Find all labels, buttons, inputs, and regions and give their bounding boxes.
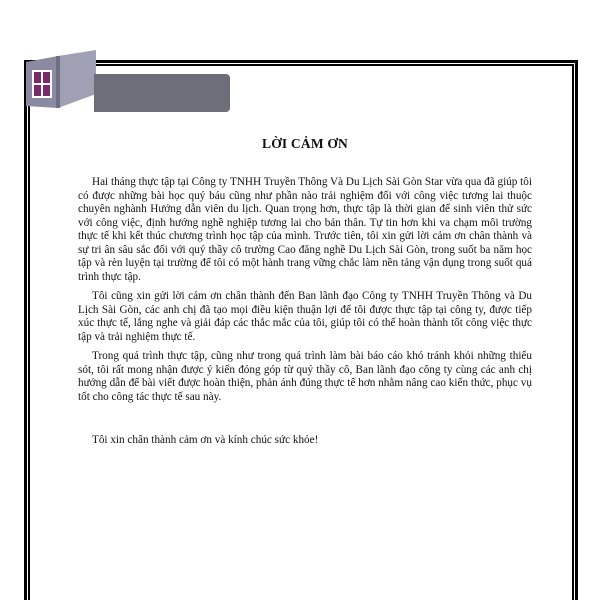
- paragraph: Hai tháng thực tập tại Công ty TNHH Truyền Thông Và Du Lịch Sài Gòn Star vừa qua đã giúp tôi có được những bài học quý báu cũng như phần nào trải nghiệm đối với công việc tương lai thuộc chuyên nghành Hướng dẫn viên du lịch. Quan trọng hơn, thực tập là thời gian để sinh viên thử sức với công việc, định hướng nghề nghiệp tương lai cho bản thân. Tự tin hơn khi va chạm môi trường thực tế khi kết thúc chương trình học tập của mình. Trước tiên, tôi xin gửi lời cảm ơn chân thành và sự tri ân sâu sắc đối với quý thầy cô trường Cao đăng nghề Du Lịch Sài Gòn, trong suốt ba năm học tập và rèn luyện tại trường để tôi có một hành trang vững chắc làm nền tảng vận dụng trong suốt quá trình thực tập.: [78, 176, 532, 283]
- watermark-logo: [22, 50, 212, 110]
- paragraph: Trong quá trình thực tập, cũng như trong quá trình làm bài báo cáo khó tránh khỏi những thiếu sót, tôi rất mong nhận được ý kiến đóng góp từ quý thầy cô, Ban lãnh đạo công ty cùng các anh chị hướng dẫn để bài viết được hoàn thiện, phản ánh đúng thực tế hơn nhằm nâng cao kiến thức, phục vụ tốt cho công tác thực tế sau này.: [78, 350, 532, 403]
- logo-badge: [94, 74, 230, 112]
- paragraph: Tôi cũng xin gửi lời cảm ơn chân thành đến Ban lãnh đạo Công ty TNHH Truyền Thông và Du Lịch Sài Gòn, các anh chị đã tạo mọi điều kiện thuận lợi để tôi được thực tập tại công ty, được tiếp xúc thực tế, lắng nghe và giải đáp các thắc mắc của tôi, giúp tôi có thể hoàn thành tốt công việc thực tập và trải nghiệm thực tế.: [78, 290, 532, 343]
- logo-brand-name: Vietbaocaothue24h: [104, 28, 205, 40]
- book-logo-icon: [22, 50, 102, 110]
- document-title: LỜI CẢM ƠN: [262, 136, 348, 151]
- document-body: [78, 136, 532, 448]
- logo-tagline: CHẤT LƯỢNG - UY TÍN - BẢO MẬT: [96, 47, 207, 54]
- closing-line: Tôi xin chân thành cảm ơn và kính chúc sức khỏe!: [92, 434, 319, 446]
